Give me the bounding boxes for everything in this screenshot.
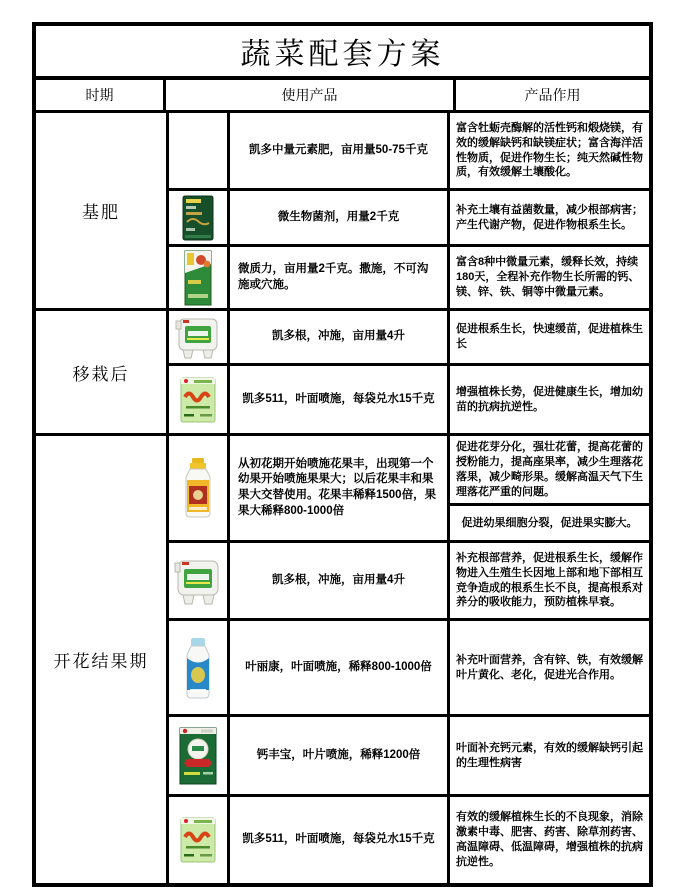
- product-text: 微质力，亩用量2千克。撒施，不可沟施或穴施。: [230, 247, 450, 308]
- product-text: 从初花期开始喷施花果丰，出现第一个幼果开始喷施果果大；以后花果丰和果果大交替使用。花果丰稀释1500倍，果果大稀释800-1000倍: [230, 436, 450, 540]
- dark-green-calcium-packet-image: [179, 727, 217, 785]
- section-after-transplant: [36, 311, 649, 436]
- table-row: [169, 436, 649, 543]
- column-header-period: 时期: [36, 80, 166, 110]
- effect-text: 补充土壤有益菌数量，减少根部病害；产生代谢产物，促进作物根系生长。: [456, 203, 643, 231]
- green-fertilizer-bag-image: [184, 250, 212, 306]
- white-jug-green-label-image: [175, 314, 221, 360]
- table-header: [36, 80, 649, 113]
- table-row: [169, 543, 649, 621]
- period-label: 开花结果期: [36, 436, 169, 883]
- white-jug-green-label-image: [174, 555, 222, 607]
- light-green-packet-image: [180, 377, 216, 423]
- product-text: 凯多根，冲施，亩用量4升: [230, 543, 450, 618]
- empty-image-cell: [169, 113, 230, 188]
- table-row: [169, 797, 649, 883]
- page-title: 蔬菜配套方案: [36, 26, 649, 80]
- blue-cap-bottle-image: [181, 637, 215, 699]
- product-text: 微生物菌剂，用量2千克: [230, 191, 450, 244]
- table-row: [169, 717, 649, 797]
- section-flowering-fruiting: [36, 436, 649, 883]
- effect-text: 富含牡蛎壳酶解的活性钙和煅烧镁，有效的缓解缺钙和缺镁症状；富含海洋活性物质，促进作物生长；纯天然碱性物质，有效缓解土壤酸化。: [456, 121, 643, 179]
- effect-text: 补充根部营养，促进根系生长，缓解作物进入生殖生长因地上部和地下部相互竞争造成的根系生长不良，提高根系对养分的吸收能力，预防植株早衰。: [456, 551, 643, 609]
- table-row: [169, 366, 649, 433]
- effect-text: 有效的缓解植株生长的不良现象，消除激素中毒、肥害、药害、除草剂药害、高温障碍、低温障碍，增强植株的抗病抗逆性。: [456, 811, 643, 868]
- effect-text: 促进幼果细胞分裂，促进果实膨大。: [461, 516, 638, 529]
- light-green-packet-image: [180, 817, 216, 863]
- period-label: 基肥: [36, 113, 169, 308]
- table-row: [169, 311, 649, 366]
- table-row: [169, 191, 649, 247]
- section-base-fertilizer: [36, 113, 649, 311]
- effect-text: 促进花芽分化，强壮花蕾，提高花蕾的授粉能力，提高座果率，减少生理落花落果，减少畸形果。缓解高温天气下生理落花严重的问题。: [450, 436, 649, 506]
- effect-text: 富含8种中微量元素，缓释长效，持续180天，全程补充作物生长所需的钙、镁、锌、铁、铜等中微量元素。: [456, 256, 640, 298]
- product-text: 凯多中量元素肥，亩用量50-75千克: [230, 113, 450, 188]
- product-text: 钙丰宝，叶片喷施，稀释1200倍: [230, 717, 450, 794]
- effect-text: 增强植株长势，促进健康生长，增加幼苗的抗病抗逆性。: [456, 385, 643, 413]
- table-row: [169, 247, 649, 308]
- product-text: 凯多511，叶面喷施，每袋兑水15千克: [230, 366, 450, 433]
- table-row: [169, 621, 649, 717]
- column-header-product: 使用产品: [166, 80, 456, 110]
- vegetable-plan-table: [32, 22, 653, 887]
- effect-text: 促进根系生长，快速缓苗，促进植株生长: [456, 323, 643, 350]
- dark-green-fertilizer-bag-image: [182, 195, 214, 241]
- period-label: 移栽后: [36, 311, 169, 433]
- effect-text: 补充叶面营养，含有锌、铁，有效缓解叶片黄化、老化，促进光合作用。: [456, 653, 643, 681]
- column-header-effect: 产品作用: [524, 87, 581, 103]
- product-text: 凯多根，冲施，亩用量4升: [230, 311, 450, 363]
- effect-split-cell: [450, 436, 649, 540]
- effect-text: 叶面补充钙元素，有效的缓解缺钙引起的生理性病害: [456, 741, 643, 769]
- table-row: [169, 113, 649, 191]
- yellow-cap-bottle-image: [182, 457, 214, 519]
- product-text: 凯多511，叶面喷施，每袋兑水15千克: [230, 797, 450, 883]
- product-text: 叶丽康，叶面喷施，稀释800-1000倍: [230, 621, 450, 714]
